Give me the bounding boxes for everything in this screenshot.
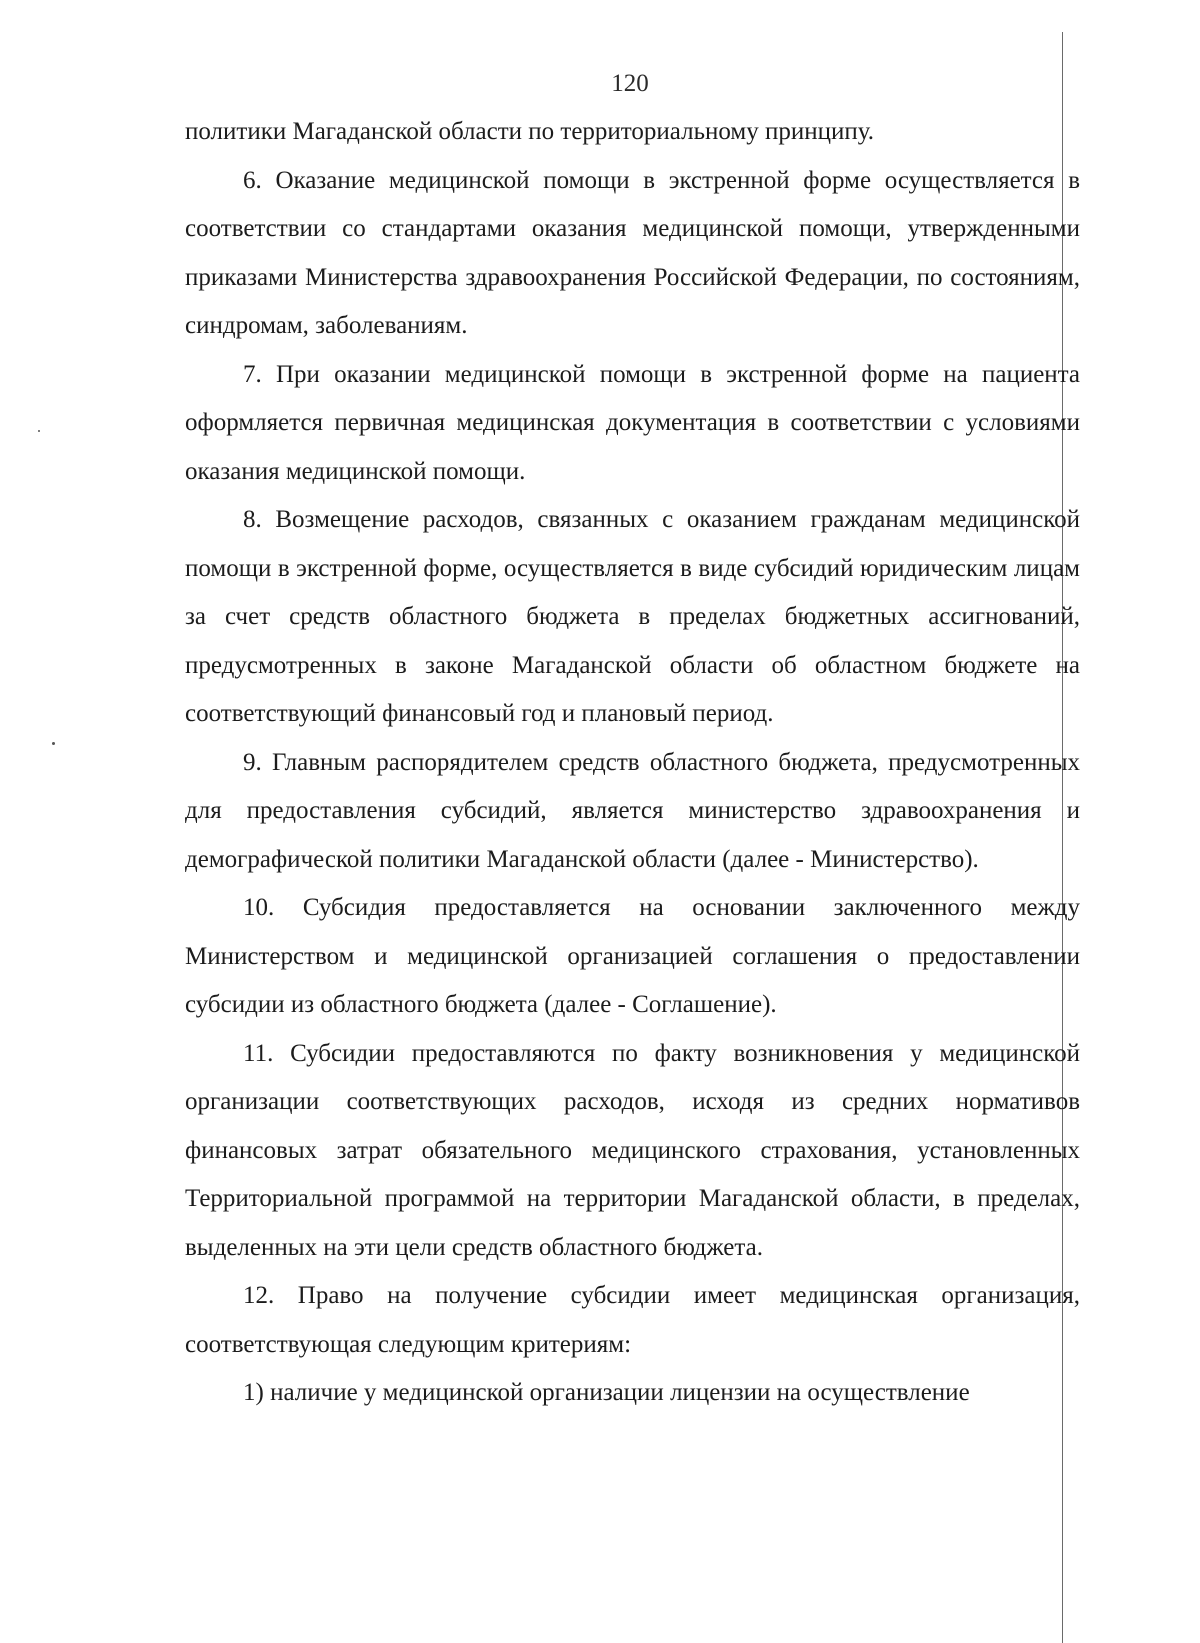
paragraph-9: 9. Главным распорядителем средств областного бюджета, предусмотренных для предоставления субсидий, является министерство здравоохранения и демографической политики Магаданской области (далее - Министерство). xyxy=(185,748,1080,873)
paragraph-11: 11. Субсидии предоставляются по факту возникновения у медицинской организации соответствующих расходов, исходя из средних нормативов финансовых затрат обязательного медицинского страхования, установленных Территориальной программой на территории Магаданской области, в пределах, выделенных на эти цели средств областного бюджета. xyxy=(185,1039,1080,1261)
scan-speck xyxy=(38,430,40,432)
paragraph-10: 10. Субсидия предоставляется на основании заключенного между Министерством и медицинской организацией соглашения о предоставлении субсидии из областного бюджета (далее - Соглашение). xyxy=(185,894,1080,1018)
paragraph-12: 12. Право на получение субсидии имеет медицинская организация, соответствующая следующим критериям: xyxy=(185,1282,1080,1358)
scan-speck xyxy=(52,742,55,745)
paragraph-6: 6. Оказание медицинской помощи в экстренной форме осуществляется в соответствии со стандартами оказания медицинской помощи, утвержденными приказами Министерства здравоохранения Российской Федерации, по состояниям, синдромам, заболеваниям. xyxy=(185,166,1080,339)
page-number: 120 xyxy=(611,70,649,97)
document-body xyxy=(185,108,1080,1418)
paragraph-12-item-1: 1) наличие у медицинской организации лицензии на осуществление xyxy=(243,1379,970,1406)
paragraph-continuation: политики Магаданской области по территориальному принципу. xyxy=(185,118,874,145)
paragraph-7: 7. При оказании медицинской помощи в экстренной форме на пациента оформляется первичная медицинская документация в соответствии с условиями оказания медицинской помощи. xyxy=(185,360,1080,485)
paragraph-8: 8. Возмещение расходов, связанных с оказанием гражданам медицинской помощи в экстренной форме, осуществляется в виде субсидий юридическим лицам за счет средств областного бюджета в пределах бюджетных ассигнований, предусмотренных в законе Магаданской области об областном бюджете на соответствующий финансовый год и плановый период. xyxy=(185,506,1080,727)
